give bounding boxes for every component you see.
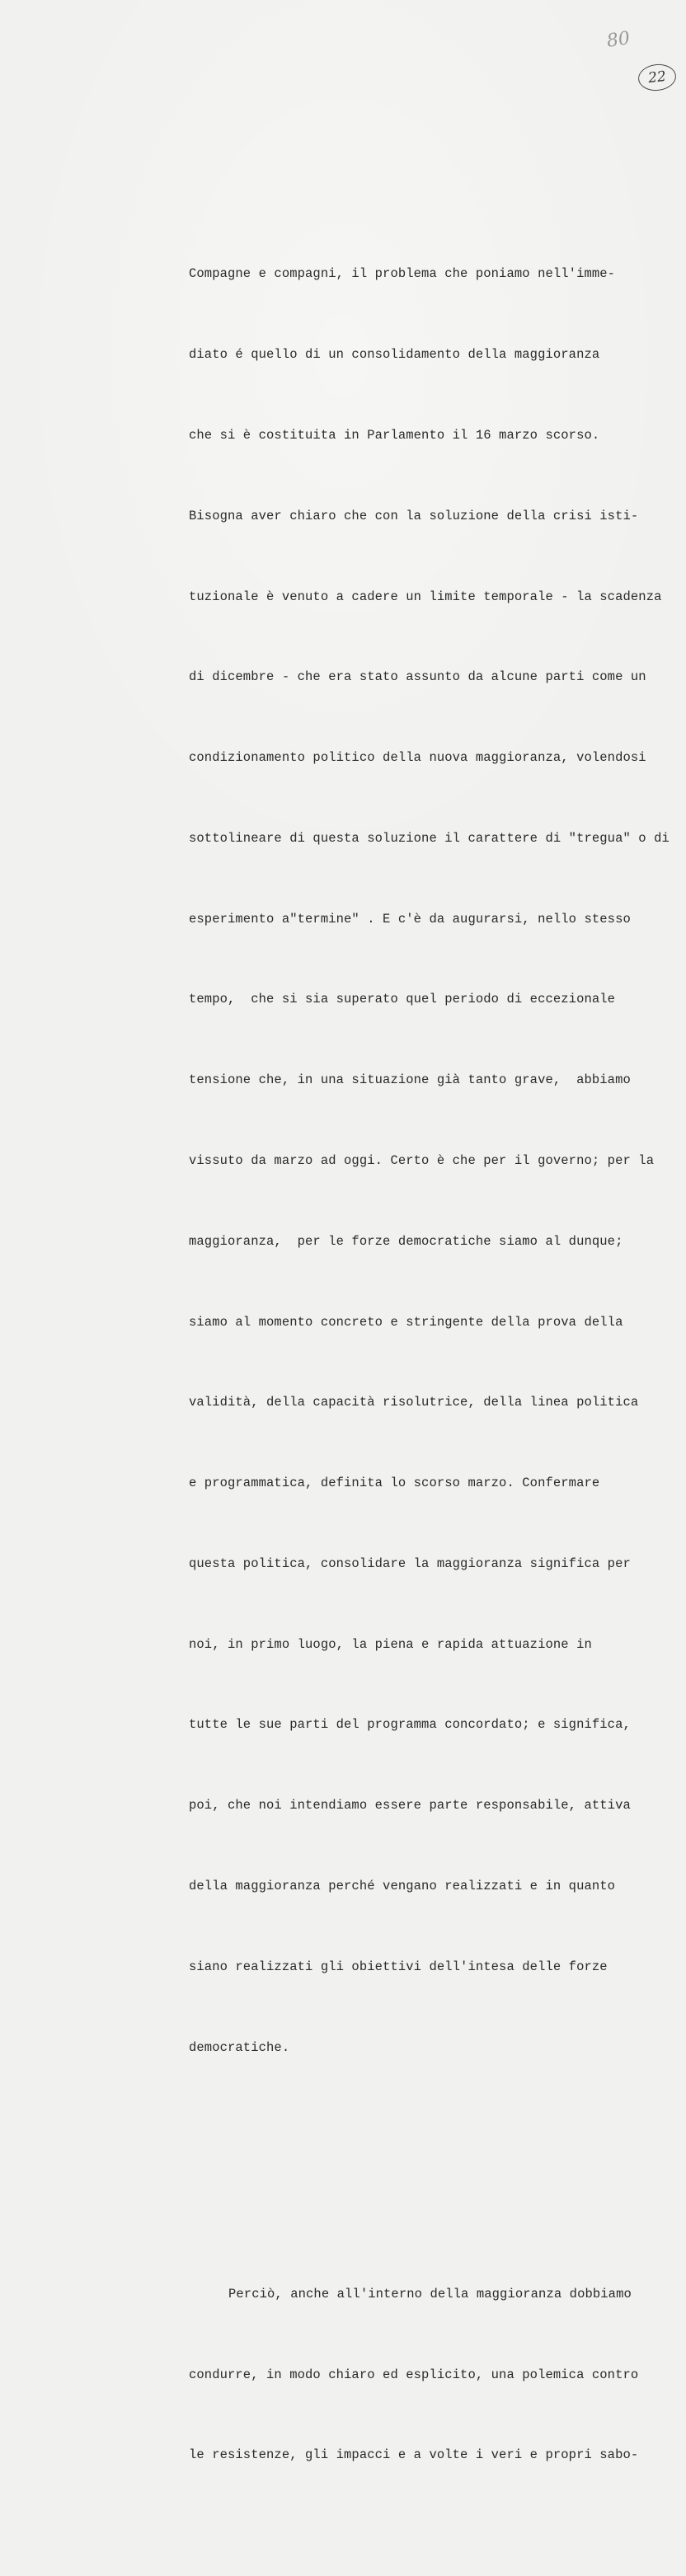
text-line: sottolineare di questa soluzione il carattere di "tregua" o di bbox=[189, 830, 670, 846]
circled-page-number bbox=[637, 63, 677, 93]
text-line: e programmatica, definita lo scorso marzo. Confermare bbox=[189, 1476, 600, 1491]
text-line: condizionamento politico della nuova maggioranza, volendosi bbox=[189, 750, 646, 766]
text-line: vissuto da marzo ad oggi. Certo è che per il governo; per la bbox=[189, 1152, 655, 1168]
text-line: esperimento a"termine" . E c'è da augurarsi, nello stesso bbox=[189, 911, 631, 927]
text-line: della maggioranza perché vengano realizzati e in quanto bbox=[189, 1879, 616, 1893]
handwritten-page-number: 80 bbox=[605, 28, 632, 52]
text-line: che si è costituita in Parlamento il 16 marzo scorso. bbox=[189, 427, 600, 443]
text-line: Perciò, anche all'interno della maggioranza dobbiamo bbox=[228, 2286, 632, 2302]
text-line: siamo al momento concreto e stringente della prova della bbox=[189, 1314, 623, 1330]
text-line: noi, in primo luogo, la piena e rapida attuazione in bbox=[189, 1636, 592, 1652]
text-line: democratiche. bbox=[189, 2039, 290, 2055]
text-line: tempo, che si sia superato quel periodo di eccezionale bbox=[189, 992, 616, 1007]
text-line: di dicembre - che era stato assunto da alcune parti come un bbox=[189, 669, 646, 685]
text-line: validità, della capacità risolutrice, della linea politica bbox=[189, 1395, 639, 1410]
text-line: tutte le sue parti del programma concordato; e significa, bbox=[189, 1717, 631, 1733]
text-line: le resistenze, gli impacci e a volte i veri e propri sabo- bbox=[189, 2447, 639, 2463]
text-line: tuzionale è venuto a cadere un limite temporale - la scadenza bbox=[189, 589, 662, 604]
text-line: condurre, in modo chiaro ed esplicito, una polemica contro bbox=[189, 2367, 639, 2382]
text-line: maggioranza, per le forze democratiche siamo al dunque; bbox=[189, 1233, 623, 1249]
paragraph-gap bbox=[189, 2169, 684, 2174]
text-line: diato é quello di un consolidamento della maggioranza bbox=[189, 347, 600, 363]
text-line: questa politica, consolidare la maggioranza significa per bbox=[189, 1555, 631, 1571]
text-line: Compagne e compagni, il problema che poniamo nell'imme- bbox=[189, 266, 616, 282]
text-line: tensione che, in una situazione già tanto grave, abbiamo bbox=[189, 1072, 631, 1088]
text-line: siano realizzati gli obiettivi dell'intesa delle forze bbox=[189, 1959, 608, 1974]
page-number-text: 22 bbox=[647, 68, 667, 87]
text-line: poi, che noi intendiamo essere parte responsabile, attiva bbox=[189, 1798, 631, 1814]
text-line: Bisogna aver chiaro che con la soluzione della crisi isti- bbox=[189, 508, 639, 523]
typed-body-text bbox=[189, 153, 684, 2576]
paragraph-1 bbox=[189, 207, 684, 2114]
paragraph-2 bbox=[189, 2227, 684, 2523]
